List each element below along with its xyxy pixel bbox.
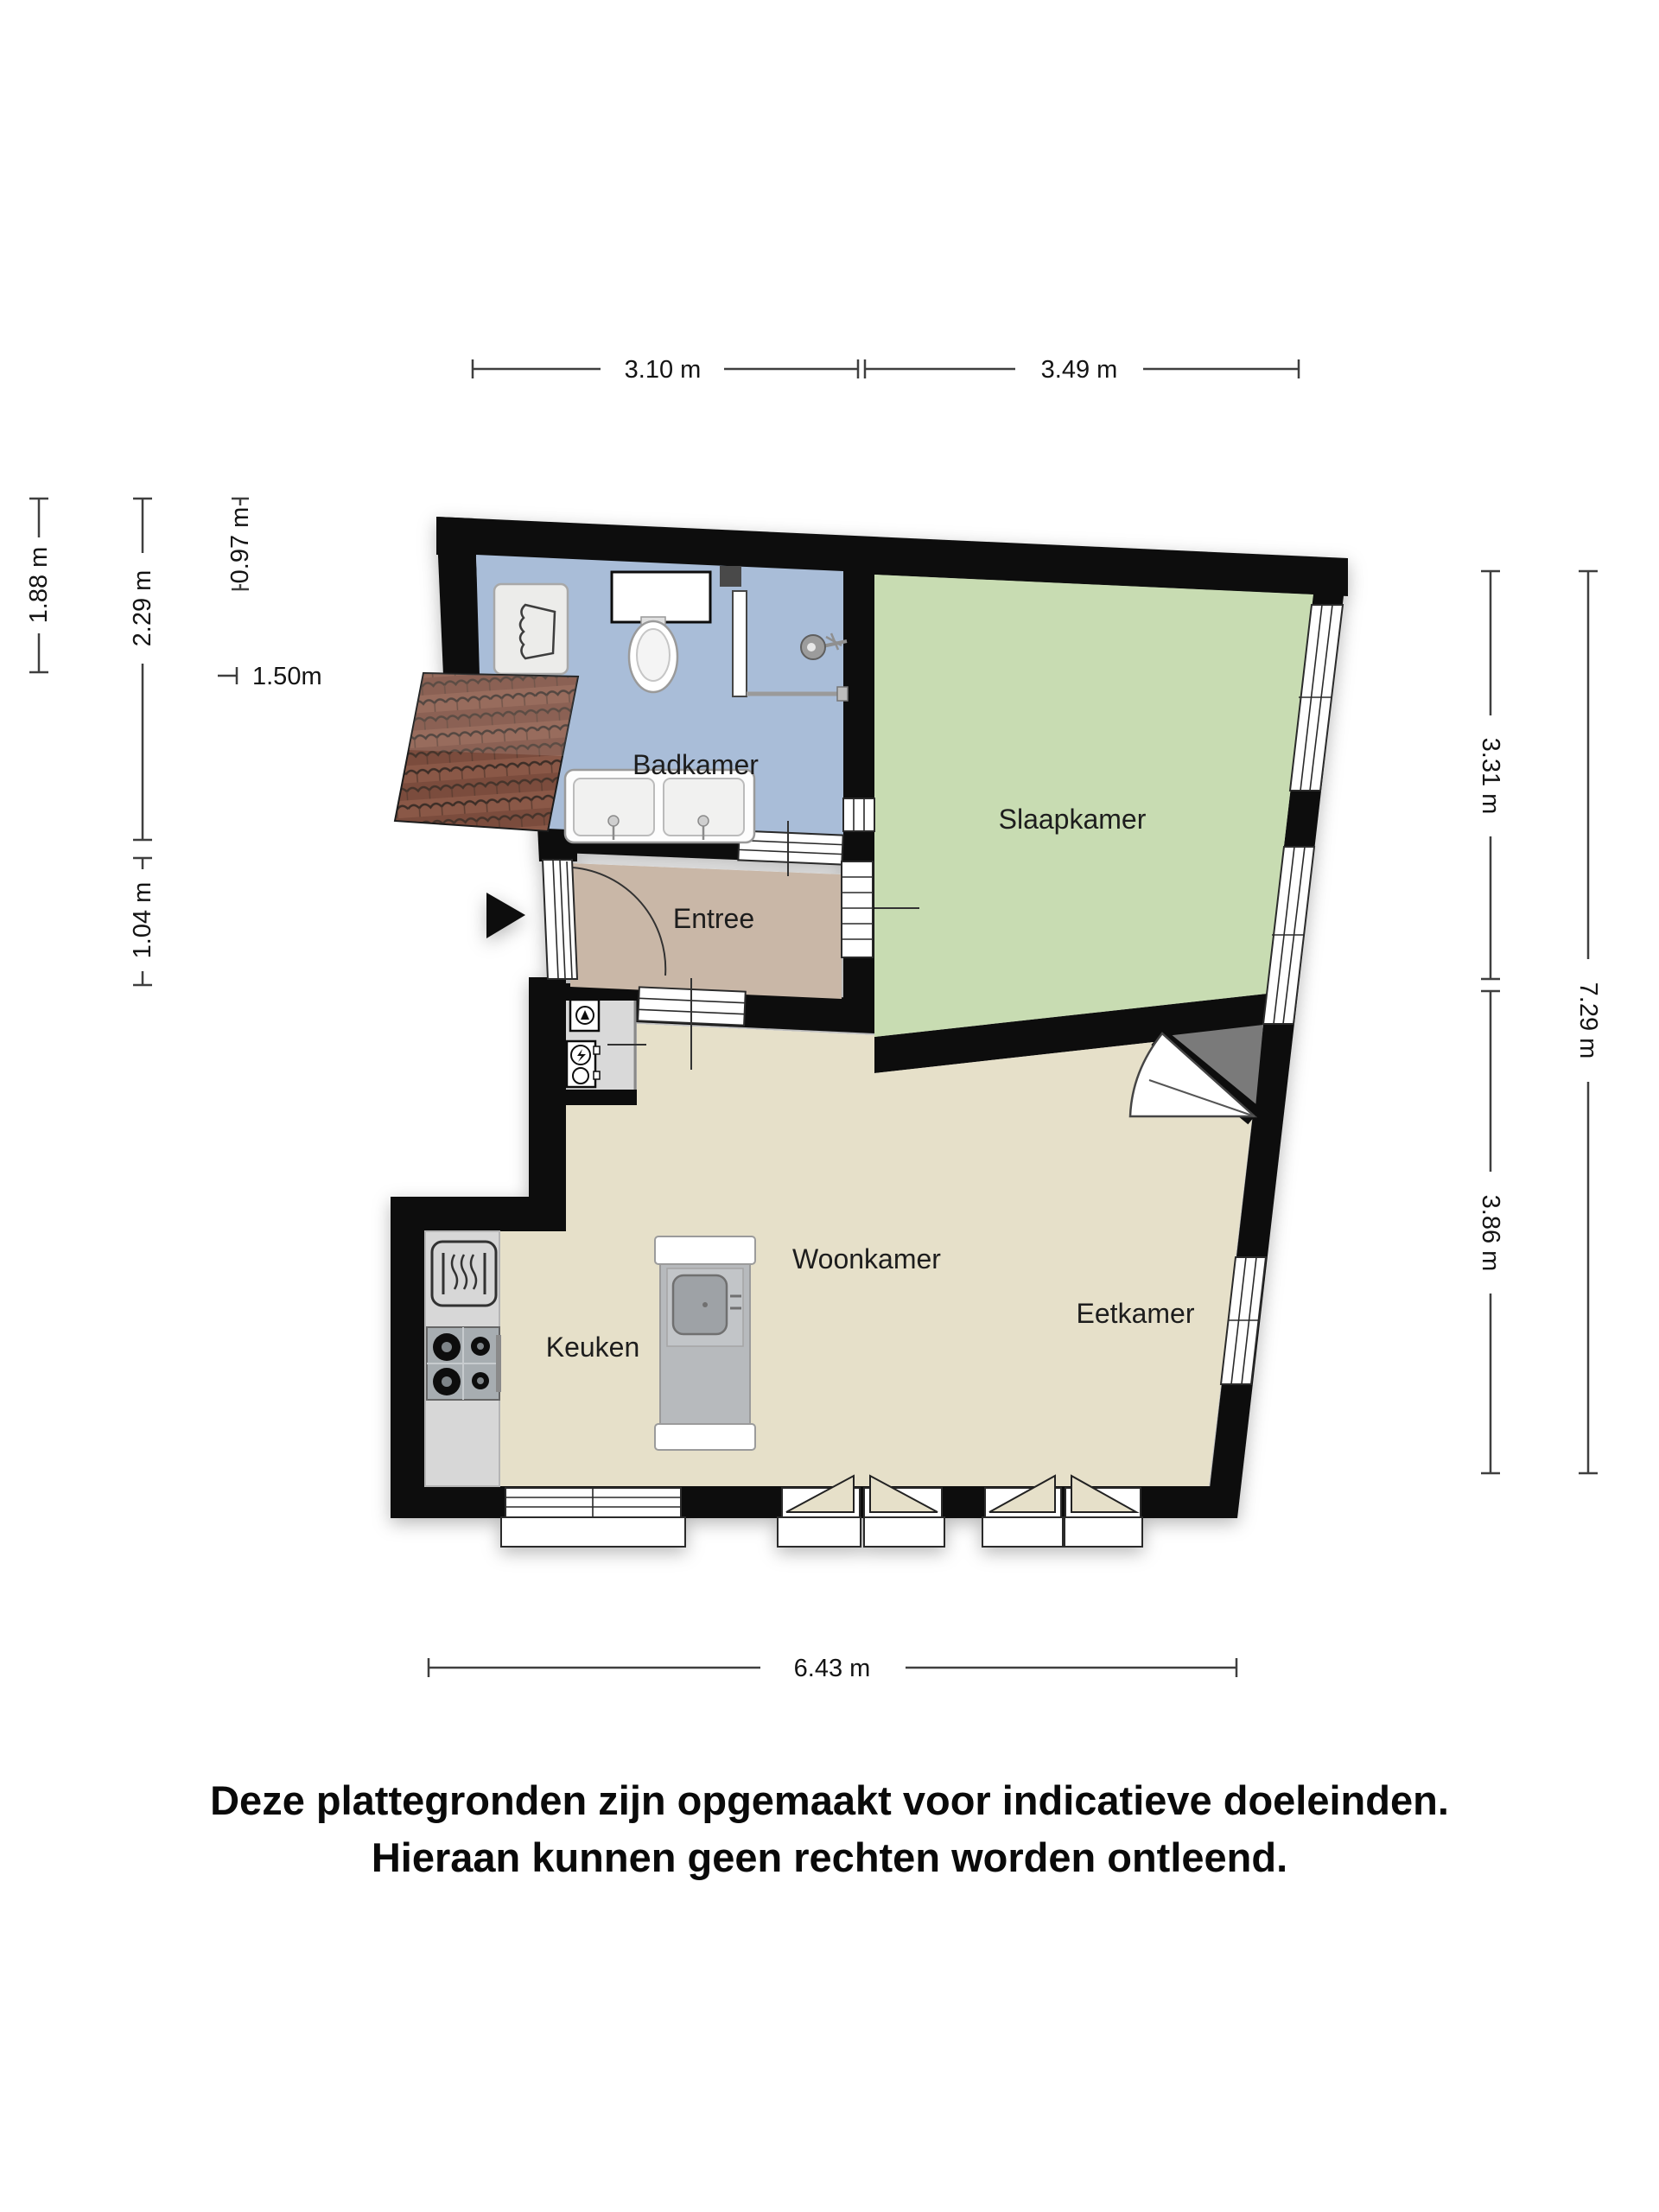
room-label-badkamer: Badkamer (632, 749, 759, 780)
wall-closet-bottom (566, 1090, 637, 1105)
dimension-left-229 (129, 499, 156, 840)
wall-vent-window (843, 798, 874, 831)
window-keuken (501, 1488, 685, 1547)
dimension-left-104 (129, 858, 156, 985)
wall-left-middle (529, 977, 566, 1231)
room-label-keuken: Keuken (545, 1332, 640, 1363)
disclaimer-line-1: Deze plattegronden zijn opgemaakt voor indicatieve doeleinden. (210, 1777, 1449, 1823)
dimension-left-097 (226, 499, 254, 589)
wood-stove-icon (655, 1236, 755, 1450)
room-label-entree: Entree (672, 903, 755, 934)
dimension-label: 1.88 m (25, 546, 53, 624)
vent-icon (720, 566, 741, 587)
disclaimer-line-2: Hieraan kunnen geen rechten worden ontleend. (371, 1834, 1288, 1880)
dimension-top-1 (473, 356, 858, 384)
room-label-eetkamer: Eetkamer (1076, 1298, 1195, 1329)
washing-machine-icon (494, 584, 568, 674)
disclaimer (210, 1777, 1449, 1880)
dimension-label: 1.04 m (129, 881, 156, 959)
dimension-label: 3.86 m (1477, 1194, 1504, 1272)
wall-left-kitchen (391, 1197, 425, 1518)
dimension-right-386 (1477, 991, 1504, 1473)
dimension-label: 6.43 m (793, 1655, 871, 1682)
dimension-label: 3.49 m (1040, 356, 1118, 384)
dimension-label: 7.29 m (1574, 982, 1602, 1059)
roof-tiles (395, 673, 578, 831)
dimension-right-729 (1574, 571, 1602, 1473)
dimension-label: 3.31 m (1477, 737, 1504, 815)
dimension-label: 0.97 m (226, 506, 254, 584)
dimension-label: 2.29 m (129, 569, 156, 647)
room-label-slaapkamer: Slaapkamer (998, 804, 1147, 835)
dimension-label: 3.10 m (624, 356, 702, 384)
shower-partition (733, 591, 747, 696)
dimension-label: 1.50m (252, 663, 322, 690)
kitchen-counter (425, 1231, 501, 1486)
double-sink-icon (565, 770, 754, 842)
electric-meter-icon (567, 1000, 600, 1087)
dimension-bottom (429, 1655, 1236, 1682)
dimension-left-188 (25, 499, 53, 672)
hob-icon (427, 1327, 501, 1400)
dimension-left-150 (218, 663, 322, 690)
dimension-right-331 (1477, 571, 1504, 979)
entrance-arrow-icon (486, 893, 525, 938)
room-label-woonkamer: Woonkamer (792, 1243, 941, 1274)
building (391, 517, 1348, 1547)
dimension-top-2 (865, 356, 1299, 384)
